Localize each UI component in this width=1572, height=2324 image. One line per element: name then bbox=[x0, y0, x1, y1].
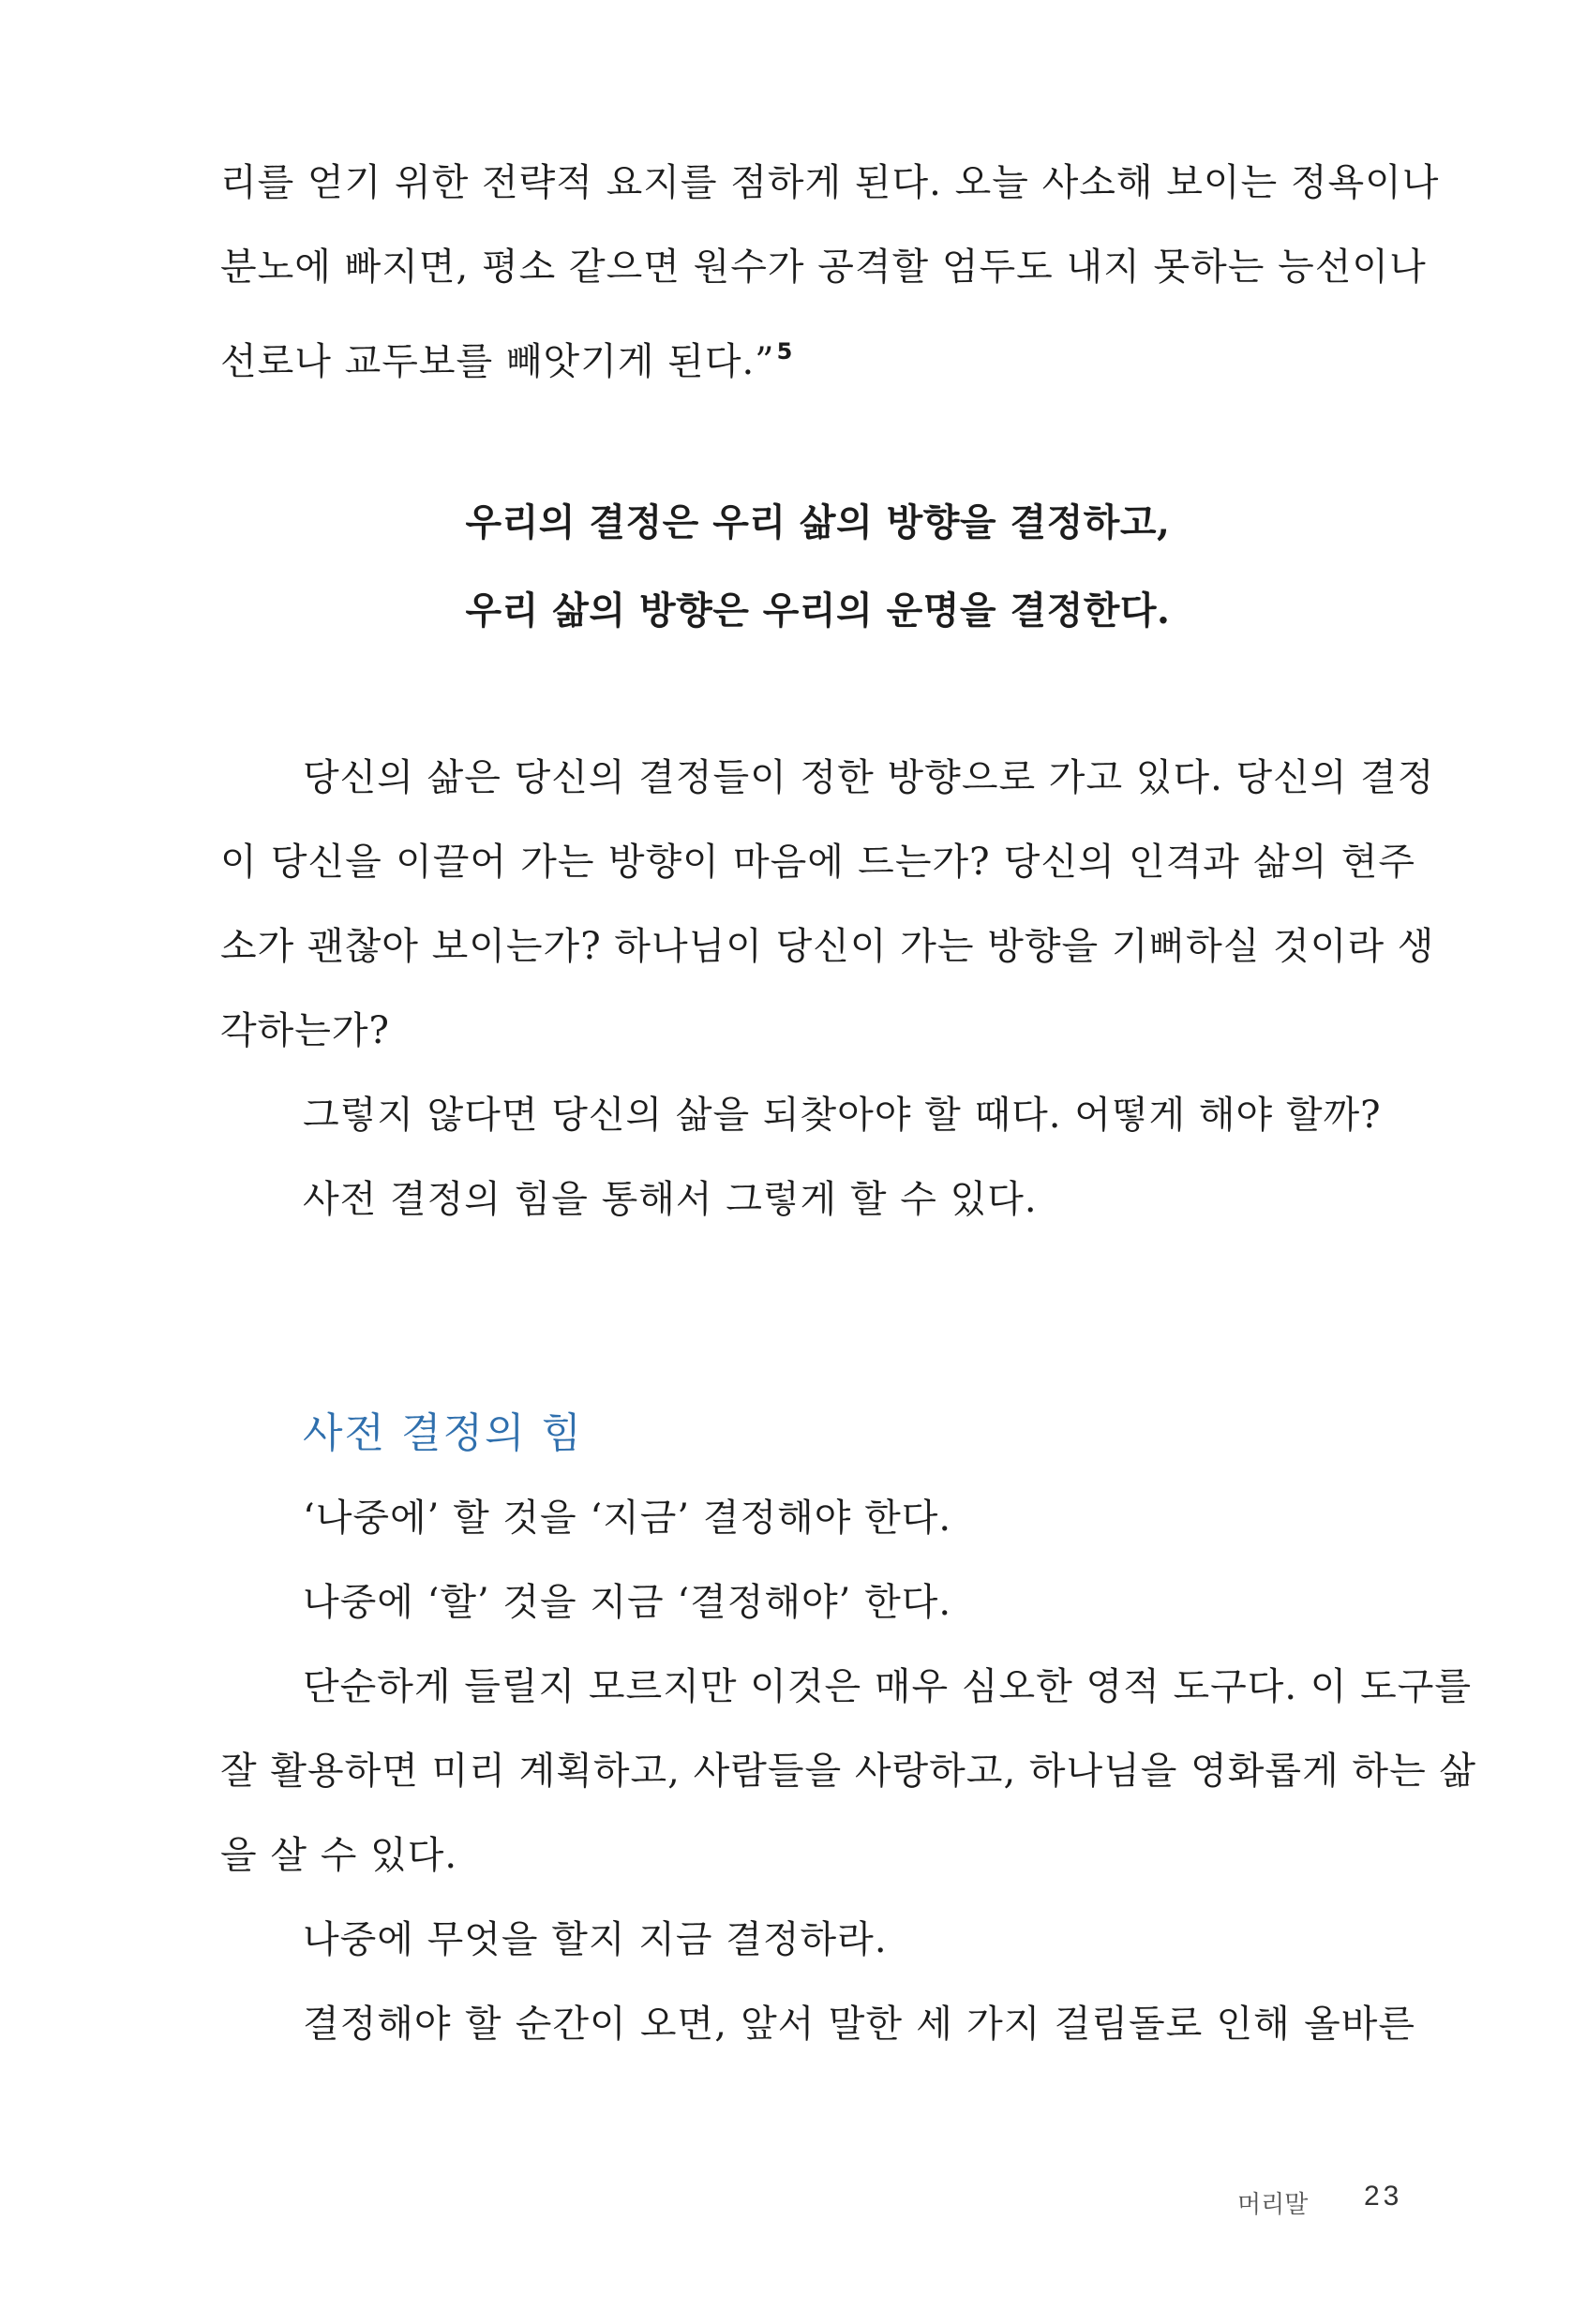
body-line-text: 선로나 교두보를 빼앗기게 된다.” bbox=[220, 340, 775, 383]
running-footer-chapter: 머리말 bbox=[1237, 2191, 1309, 2219]
body-line: 각하는가? bbox=[220, 1009, 391, 1052]
body-line: 리를 얻기 위한 전략적 요지를 점하게 된다. 오늘 사소해 보이는 정욕이나 bbox=[220, 161, 1440, 204]
body-line: 이 당신을 이끌어 가는 방향이 마음에 드는가? 당신의 인격과 삶의 현주 bbox=[220, 841, 1415, 884]
body-line: 당신의 삶은 당신의 결정들이 정한 방향으로 가고 있다. 당신의 결정 bbox=[303, 756, 1435, 799]
body-line: 소가 괜찮아 보이는가? 하나님이 당신이 가는 방향을 기뻐하실 것이라 생 bbox=[220, 925, 1435, 968]
body-line: 분노에 빠지면, 평소 같으면 원수가 공격할 엄두도 내지 못하는 능선이나 bbox=[220, 246, 1427, 289]
page-number: 23 bbox=[1364, 2181, 1403, 2212]
body-line: 을 살 수 있다. bbox=[220, 1834, 458, 1877]
emphasis-line: 우리의 결정은 우리 삶의 방향을 결정하고, bbox=[465, 500, 1171, 544]
footnote-marker: 5 bbox=[776, 338, 794, 365]
body-line: 그렇지 않다면 당신의 삶을 되찾아야 할 때다. 어떻게 해야 할까? bbox=[303, 1094, 1382, 1137]
body-line: 결정해야 할 순간이 오면, 앞서 말한 세 가지 걸림돌로 인해 올바른 bbox=[303, 2003, 1415, 2046]
emphasis-line: 우리 삶의 방향은 우리의 운명을 결정한다. bbox=[465, 588, 1171, 633]
body-line: 단순하게 들릴지 모르지만 이것은 매우 심오한 영적 도구다. 이 도구를 bbox=[303, 1665, 1473, 1708]
section-heading: 사전 결정의 힘 bbox=[303, 1409, 583, 1457]
body-line bbox=[220, 323, 1415, 390]
body-line: 잘 활용하면 미리 계획하고, 사람들을 사랑하고, 하나님을 영화롭게 하는 삶 bbox=[220, 1750, 1477, 1793]
body-line: 사전 결정의 힘을 통해서 그렇게 할 수 있다. bbox=[303, 1178, 1038, 1221]
body-line: ‘나중에’ 할 것을 ‘지금’ 결정해야 한다. bbox=[303, 1497, 952, 1540]
body-line: 나중에 무엇을 할지 지금 결정하라. bbox=[303, 1918, 888, 1961]
body-line: 나중에 ‘할’ 것을 지금 ‘결정해야’ 한다. bbox=[303, 1581, 952, 1624]
